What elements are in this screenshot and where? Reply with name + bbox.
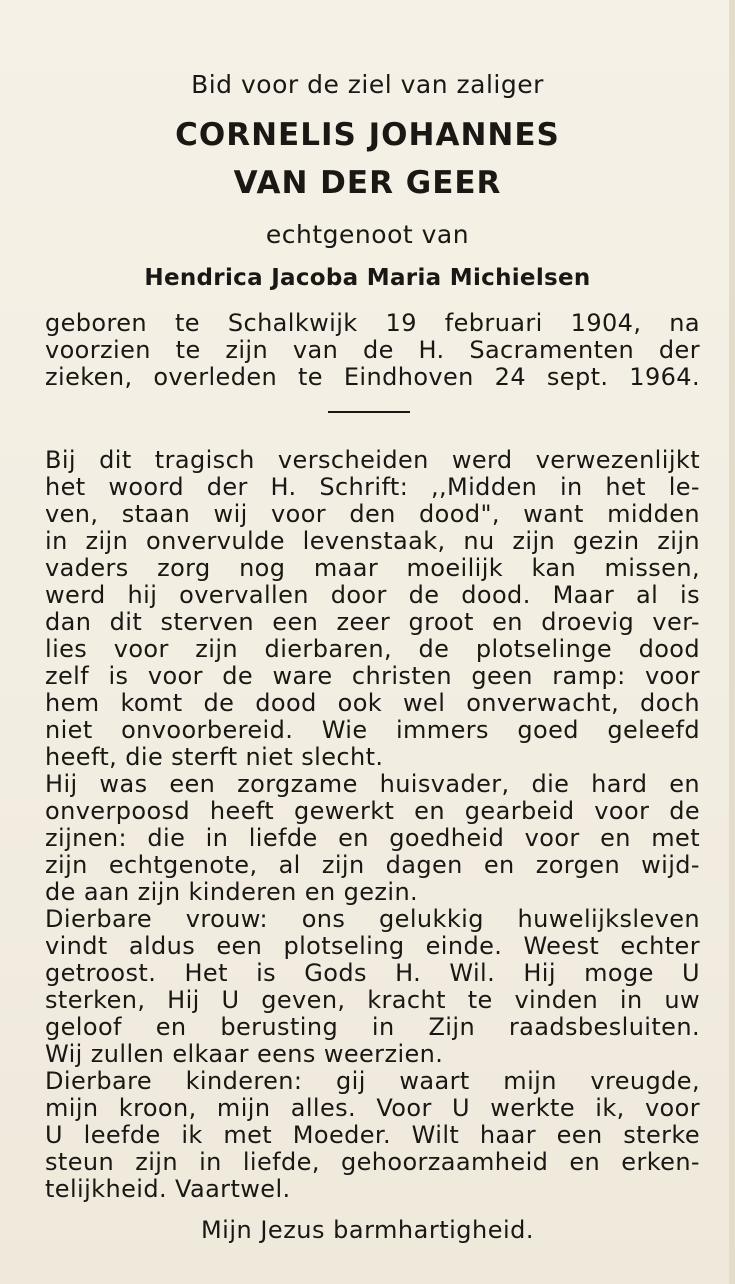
body-line: zelf is voor de ware christen geen ramp: voor xyxy=(45,662,700,690)
body-line: steun zijn in liefde, gehoorzaamheid en erken- xyxy=(45,1148,700,1176)
body-line: U leefde ik met Moeder. Wilt haar een sterke xyxy=(45,1121,700,1149)
body-line: zijnen: die in liefde en goedheid voor en met xyxy=(45,824,700,852)
body-line: hem komt de dood ook wel onverwacht, doch xyxy=(45,689,700,717)
spouse-name: Hendrica Jacoba Maria Michielsen xyxy=(144,265,591,291)
deceased-name-line2: VAN DER GEER xyxy=(233,165,502,201)
body-line: niet onvoorbereid. Wie immers goed geleefd xyxy=(45,716,700,744)
body-line: Dierbare kinderen: gij waart mijn vreugde, xyxy=(45,1067,700,1095)
closing-prayer: Mijn Jezus barmhartigheid. xyxy=(200,1216,535,1244)
body-line: geloof en berusting in Zijn raadsbesluiten. xyxy=(45,1013,700,1041)
divider xyxy=(328,411,410,413)
birth-line: voorzien te zijn van de H. Sacramenten der xyxy=(45,336,700,364)
body-line: dan dit sterven een zeer groot en droevig ver- xyxy=(45,608,700,636)
body-line: lies voor zijn dierbaren, de plotselinge dood xyxy=(45,635,700,663)
body-line: vindt aldus een plotseling einde. Weest echter xyxy=(45,932,700,960)
body-line: Hij was een zorgzame huisvader, die hard en xyxy=(45,770,700,798)
body-line: in zijn onvervulde levenstaak, nu zijn gezin zijn xyxy=(45,527,700,555)
body-line: Wij zullen elkaar eens weerzien. xyxy=(45,1040,444,1068)
spouse-label: echtgenoot van xyxy=(265,220,470,249)
body-line: telijkheid. Vaartwel. xyxy=(45,1175,291,1203)
body-line: Bij dit tragisch verscheiden werd verwezenlijkt xyxy=(45,446,700,474)
body-line: de aan zijn kinderen en gezin. xyxy=(45,878,419,906)
deceased-name-line1: CORNELIS JOHANNES xyxy=(175,117,560,153)
body-line: mijn kroon, mijn alles. Voor U werkte ik, voor xyxy=(45,1094,700,1122)
body-line: Dierbare vrouw: ons gelukkig huwelijksleven xyxy=(45,905,700,933)
body-line: vaders zorg nog maar moeilijk kan missen, xyxy=(45,554,700,582)
birth-line: geboren te Schalkwijk 19 februari 1904, na xyxy=(45,309,700,337)
body-line: getroost. Het is Gods H. Wil. Hij moge U xyxy=(45,959,700,987)
intro-text: Bid voor de ziel van zaliger xyxy=(191,70,544,99)
body-line: werd hij overvallen door de dood. Maar al is xyxy=(45,581,700,609)
body-line: ven, staan wij voor den dood", want midden xyxy=(45,500,700,528)
body-line: het woord der H. Schrift: ,,Midden in het le- xyxy=(45,473,700,501)
birth-line: zieken, overleden te Eindhoven 24 sept. 1964. xyxy=(45,363,700,391)
body-line: onverpoosd heeft gewerkt en gearbeid voor de xyxy=(45,797,700,825)
body-line: sterken, Hij U geven, kracht te vinden in uw xyxy=(45,986,700,1014)
body-line: heeft, die sterft niet slecht. xyxy=(45,743,384,771)
body-line: zijn echtgenote, al zijn dagen en zorgen wijd- xyxy=(45,851,700,879)
